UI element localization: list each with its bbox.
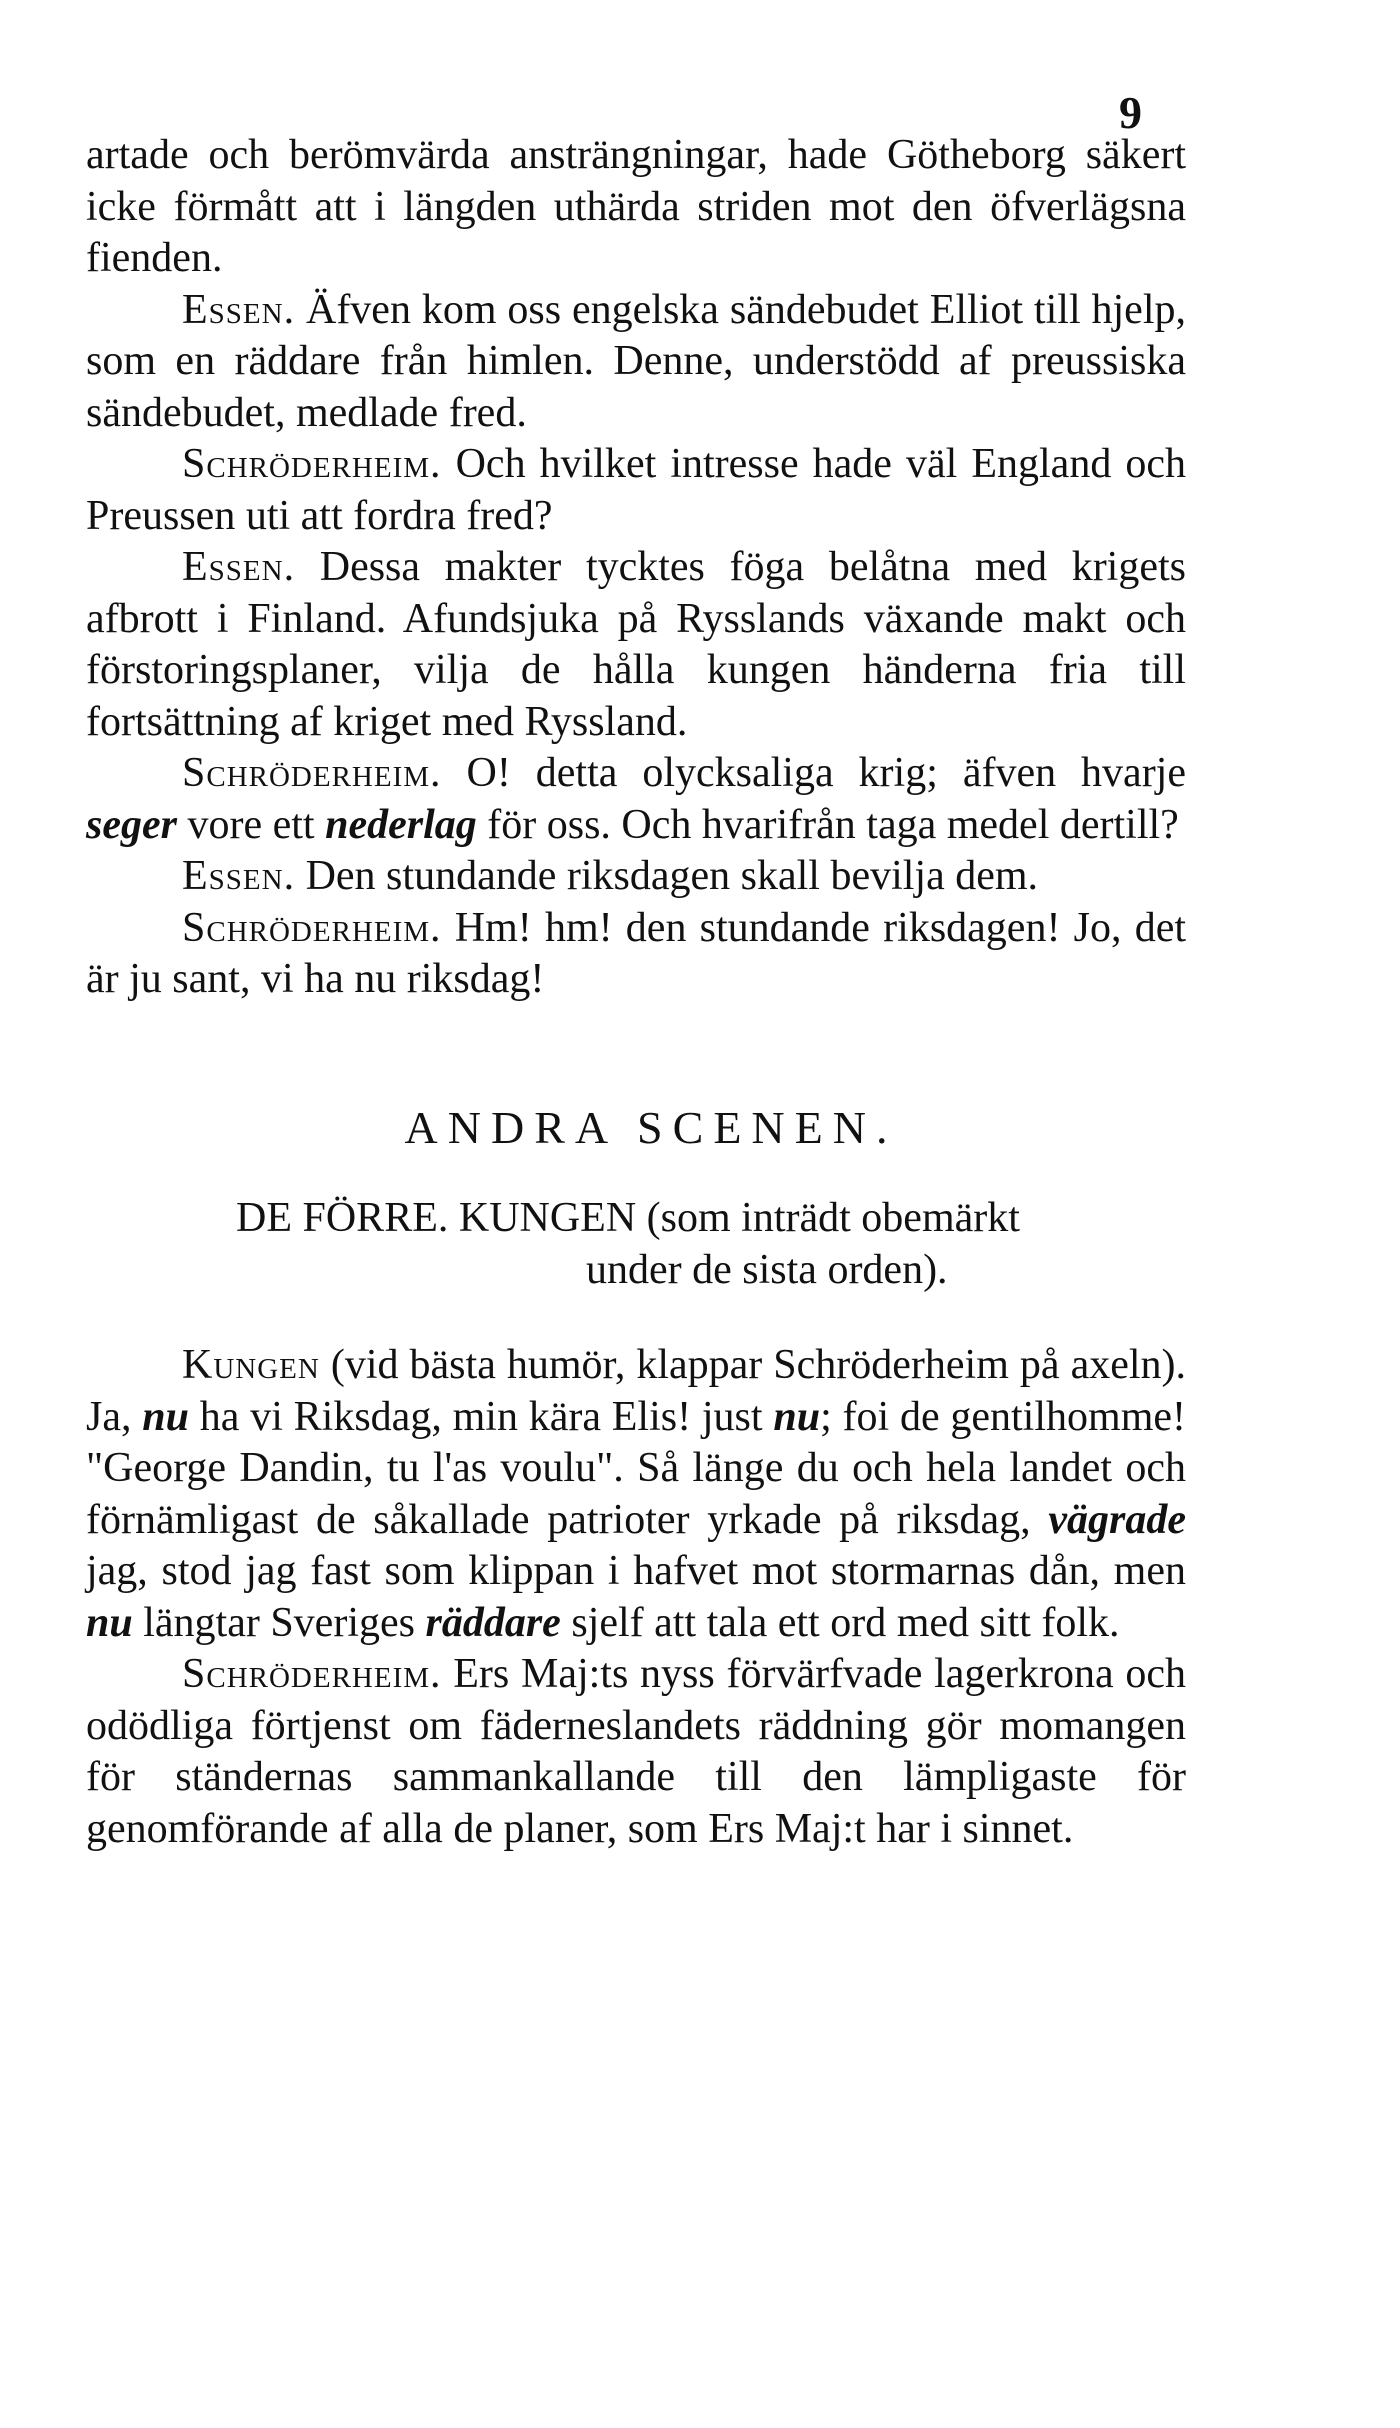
paragraph bbox=[86, 748, 1186, 851]
text-block bbox=[86, 130, 1186, 1855]
paragraph bbox=[86, 1649, 1186, 1855]
speaker-name: Essen. bbox=[182, 286, 296, 333]
paragraph-text: O! detta olycksaliga krig; äfven hvarje bbox=[466, 750, 1186, 796]
paragraph-text: Den stundande riksdagen skall bevilja dem. bbox=[305, 853, 1039, 899]
speaker-name: Schröderheim. bbox=[182, 441, 442, 487]
paragraph bbox=[86, 285, 1186, 440]
paragraph-text: jag, stod jag fast som klippan i hafvet mot stormarnas dån, men bbox=[86, 1548, 1186, 1594]
speaker-name: Schröderheim. bbox=[182, 1651, 442, 1697]
characters-line: under de sista orden). bbox=[586, 1246, 948, 1293]
emphasis-text: seger bbox=[86, 801, 177, 848]
paragraph-text: för oss. Och hvarifrån taga medel dertill? bbox=[487, 801, 1179, 848]
scene-characters bbox=[236, 1193, 1186, 1296]
paragraph-text: längtar Sveriges bbox=[143, 1599, 415, 1646]
paragraph bbox=[86, 130, 1186, 285]
emphasis-text: nu bbox=[86, 1599, 133, 1646]
emphasis-text: nu bbox=[142, 1393, 189, 1440]
paragraph-text: Äfven kom oss engelska sändebudet Elliot till hjelp, som en räddare från himlen. Denne, understödd af preussiska sändebudet, medlade fred. bbox=[86, 286, 1186, 436]
paragraph-text: Ja, bbox=[86, 1393, 132, 1440]
paragraph-text: ha vi Riksdag, min kära Elis! just bbox=[199, 1393, 763, 1440]
paragraph-text: vore ett bbox=[187, 801, 315, 848]
paragraph-text: Och hvilket intresse hade väl England och Preussen uti att fordra fred? bbox=[86, 441, 1187, 539]
paragraph-text: Ers Maj:ts nyss förvärfvade lagerkrona och odödliga förtjenst om fäderneslandets räddning gör momangen för ständernas sammankallande till den lämpligaste för genomförande af alla de planer, som Ers Maj:t har i sinnet. bbox=[86, 1651, 1187, 1852]
scene-title: ANDRA SCENEN. bbox=[404, 1101, 898, 1153]
paragraph-text: artade och berömvärda ansträngningar, hade Götheborg säkert icke förmått att i längden uthärda striden mot den öfverlägsna fienden. bbox=[86, 132, 1186, 281]
paragraph-text: Hm! hm! den stundande riksdagen! Jo, det är ju sant, vi ha nu riksdag! bbox=[86, 904, 1187, 1002]
paragraph bbox=[86, 542, 1186, 748]
speaker-name: Schröderheim. bbox=[182, 904, 442, 951]
paragraph bbox=[86, 439, 1186, 542]
speaker-name: Schröderheim. bbox=[182, 750, 442, 796]
emphasis-text: nederlag bbox=[325, 801, 477, 848]
paragraph bbox=[86, 851, 1186, 903]
paragraph bbox=[86, 903, 1186, 1006]
paragraph-text: sjelf att tala ett ord med sitt folk. bbox=[571, 1599, 1120, 1646]
paragraph-text: ; foi de gentilhomme! "George Dandin, tu l'as voulu". Så länge du och hela landet och förnämligast de såkallade patrioter yrkade på riksdag, bbox=[86, 1393, 1186, 1543]
speaker-name: Essen. bbox=[182, 544, 296, 590]
page-number: 9 bbox=[1119, 87, 1142, 138]
paragraph-text: Dessa makter tycktes föga belåtna med krigets afbrott i Finland. Afundsjuka på Rysslands växande makt och förstoringsplaner, vilja de hålla kungen händerna fria till fortsättning af kriget med Ryssland. bbox=[86, 544, 1187, 745]
emphasis-text: räddare bbox=[425, 1599, 561, 1646]
stage-direction: (vid bästa humör, klappar Schröderheim på axeln). bbox=[330, 1342, 1187, 1388]
characters-line: DE FÖRRE. KUNGEN (som inträdt obemärkt bbox=[236, 1195, 1020, 1241]
paragraph bbox=[86, 1340, 1186, 1649]
speaker-name: Kungen bbox=[182, 1342, 320, 1388]
emphasis-text: vägrade bbox=[1048, 1496, 1187, 1543]
speaker-name: Essen. bbox=[182, 853, 296, 899]
emphasis-text: nu bbox=[773, 1393, 821, 1440]
